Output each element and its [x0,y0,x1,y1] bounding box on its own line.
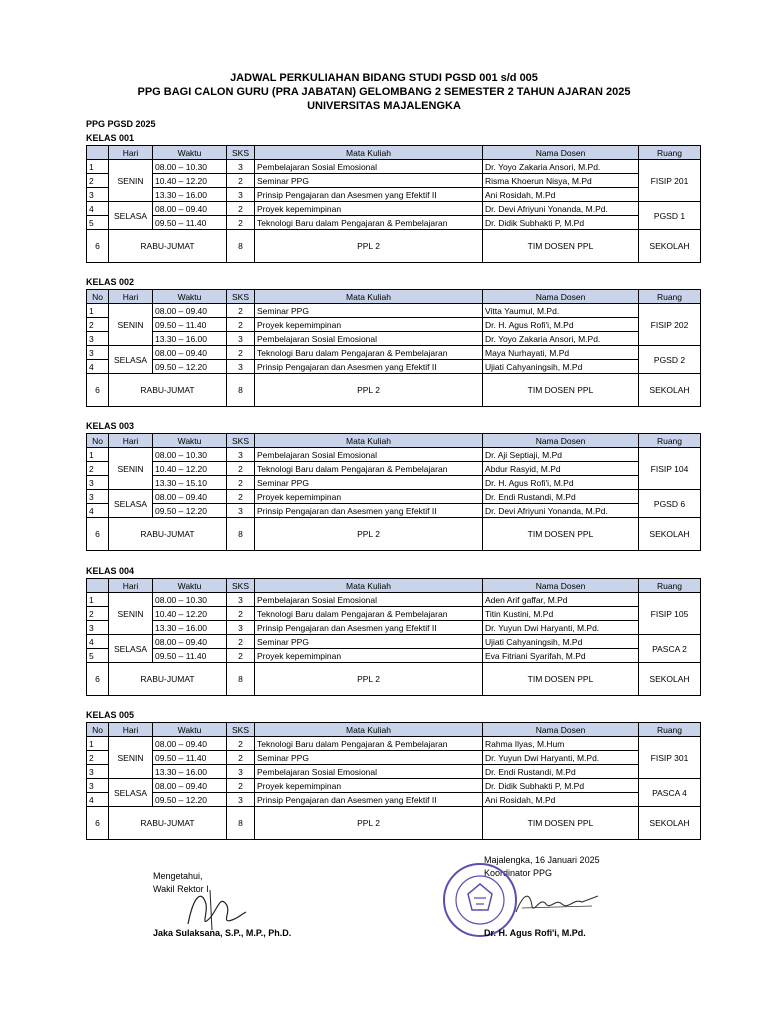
time-cell: 08.00 – 09.40 [153,779,227,793]
row-number: 5 [87,649,109,663]
course-cell: Prinsip Pengajaran dan Asesmen yang Efektif II [255,188,483,202]
table-header-row [87,290,701,304]
course-cell: Proyek kepemimpinan [255,779,483,793]
lecturer-cell: TIM DOSEN PPL [483,663,639,696]
table-row [87,607,701,621]
course-cell: Seminar PPG [255,635,483,649]
time-cell: 09.50 – 12.20 [153,360,227,374]
table-row [87,649,701,663]
credits-cell: 3 [227,332,255,346]
col-room-header: Ruang [639,579,701,593]
table-header-row [87,579,701,593]
credits-cell: 3 [227,188,255,202]
schedule-table [86,145,701,263]
course-cell: Prinsip Pengajaran dan Asesmen yang Efektif II [255,793,483,807]
course-cell: Prinsip Pengajaran dan Asesmen yang Efektif II [255,621,483,635]
table-row [87,448,701,462]
lecturer-cell: Dr. Endi Rustandi, M.Pd [483,490,639,504]
col-credits-header: SKS [227,290,255,304]
table-row [87,160,701,174]
course-cell: Teknologi Baru dalam Pengajaran & Pembelajaran [255,346,483,360]
row-number: 3 [87,779,109,793]
row-number: 3 [87,188,109,202]
lecturer-cell: TIM DOSEN PPL [483,230,639,263]
vice-rector-label: Wakil Rektor I [153,884,209,894]
time-cell: 09.50 – 11.40 [153,318,227,332]
lecturer-cell: Rahma Ilyas, M.Hum [483,737,639,751]
time-cell: 13.30 – 16.00 [153,332,227,346]
doc-title-line3: UNIVERSITAS MAJALENGKA [307,100,461,112]
class-label: KELAS 004 [86,566,135,576]
row-number: 6 [87,663,109,696]
vice-rector-name: Jaka Sulaksana, S.P., M.P., Ph.D. [153,928,292,938]
day-cell: SELASA [109,346,153,374]
room-cell: PGSD 1 [639,202,701,230]
lecturer-cell: Dr. Didik Subhakti P, M.Pd [483,216,639,230]
course-cell: Seminar PPG [255,476,483,490]
col-course-header: Mata Kuliah [255,290,483,304]
lecturer-cell: Dr. Yoyo Zakaria Ansori, M.Pd. [483,332,639,346]
course-cell: Seminar PPG [255,304,483,318]
day-cell: RABU-JUMAT [109,230,227,263]
day-cell: SELASA [109,202,153,230]
table-row [87,174,701,188]
col-day-header: Hari [109,579,153,593]
row-number: 1 [87,160,109,174]
class-label: KELAS 001 [86,133,135,143]
vice-rector-signature [180,884,250,932]
credits-cell: 8 [227,230,255,263]
table-row [87,332,701,346]
col-course-header: Mata Kuliah [255,434,483,448]
course-cell: Teknologi Baru dalam Pengajaran & Pembelajaran [255,462,483,476]
table-row [87,346,701,360]
credits-cell: 2 [227,346,255,360]
time-cell: 10.40 – 12.20 [153,462,227,476]
row-number: 4 [87,635,109,649]
col-no-header: No [87,723,109,737]
day-cell: RABU-JUMAT [109,518,227,551]
room-cell: FISIP 301 [639,737,701,779]
lecturer-cell: Ujiati Cahyaningsih, M.Pd [483,635,639,649]
credits-cell: 3 [227,593,255,607]
course-cell: PPL 2 [255,230,483,263]
lecturer-cell: Dr. Devi Afriyuni Yonanda, M.Pd. [483,202,639,216]
credits-cell: 2 [227,635,255,649]
col-room-header: Ruang [639,434,701,448]
row-number: 3 [87,765,109,779]
table-row [87,765,701,779]
class-label: KELAS 002 [86,277,135,287]
day-cell: SELASA [109,635,153,663]
table-row [87,202,701,216]
credits-cell: 3 [227,160,255,174]
col-lecturer-header: Nama Dosen [483,146,639,160]
row-number: 5 [87,216,109,230]
room-cell: PGSD 6 [639,490,701,518]
row-number: 2 [87,462,109,476]
row-number: 6 [87,807,109,840]
table-row-practicum [87,374,701,407]
room-cell: PGSD 2 [639,346,701,374]
row-number: 2 [87,318,109,332]
room-cell: PASCA 4 [639,779,701,807]
place-date: Majalengka, 16 Januari 2025 [484,855,600,865]
course-cell: Pembelajaran Sosial Emosional [255,593,483,607]
lecturer-cell: Ujiati Cahyaningsih, M.Pd [483,360,639,374]
class-label: KELAS 003 [86,421,135,431]
room-cell: PASCA 2 [639,635,701,663]
time-cell: 13.30 – 16.00 [153,621,227,635]
lecturer-cell: TIM DOSEN PPL [483,807,639,840]
credits-cell: 3 [227,793,255,807]
credits-cell: 2 [227,490,255,504]
table-row [87,635,701,649]
day-cell: SELASA [109,490,153,518]
class-label: KELAS 005 [86,710,135,720]
table-header-row [87,723,701,737]
table-row-practicum [87,663,701,696]
col-course-header: Mata Kuliah [255,723,483,737]
lecturer-cell: Ani Rosidah, M.Pd [483,188,639,202]
table-row [87,490,701,504]
time-cell: 13.30 – 16.00 [153,765,227,779]
table-row [87,593,701,607]
course-cell: PPL 2 [255,518,483,551]
credits-cell: 3 [227,765,255,779]
col-time-header: Waktu [153,434,227,448]
day-cell: SENIN [109,737,153,779]
credits-cell: 2 [227,318,255,332]
col-lecturer-header: Nama Dosen [483,579,639,593]
day-cell: SENIN [109,448,153,490]
room-cell: SEKOLAH [639,807,701,840]
credits-cell: 2 [227,476,255,490]
doc-title-line1: JADWAL PERKULIAHAN BIDANG STUDI PGSD 001 s/d 005 [230,72,538,84]
row-number: 6 [87,518,109,551]
table-row [87,318,701,332]
col-no-header: No [87,290,109,304]
row-number: 6 [87,230,109,263]
col-course-header: Mata Kuliah [255,146,483,160]
row-number: 4 [87,504,109,518]
lecturer-cell: Aden Arif gaffar, M.Pd [483,593,639,607]
time-cell: 08.00 – 09.40 [153,490,227,504]
credits-cell: 2 [227,751,255,765]
table-row [87,793,701,807]
lecturer-cell: Abdur Rasyid, M.Pd [483,462,639,476]
col-no-header [87,146,109,160]
lecturer-cell: Dr. H. Agus Rofi'i, M.Pd [483,318,639,332]
lecturer-cell: Dr. Endi Rustandi, M.Pd [483,765,639,779]
col-lecturer-header: Nama Dosen [483,723,639,737]
table-row [87,504,701,518]
table-row [87,188,701,202]
course-cell: Pembelajaran Sosial Emosional [255,332,483,346]
room-cell: FISIP 201 [639,160,701,202]
col-course-header: Mata Kuliah [255,579,483,593]
credits-cell: 2 [227,649,255,663]
coordinator-name: Dr. H. Agus Rofi'i, M.Pd. [484,928,586,938]
coordinator-label: Koordinator PPG [484,868,553,878]
course-cell: Pembelajaran Sosial Emosional [255,765,483,779]
lecturer-cell: Dr. Yuyun Dwi Haryanti, M.Pd. [483,621,639,635]
credits-cell: 2 [227,216,255,230]
col-credits-header: SKS [227,579,255,593]
time-cell: 08.00 – 09.40 [153,346,227,360]
table-row [87,304,701,318]
room-cell: SEKOLAH [639,663,701,696]
schedule-table [86,433,701,551]
row-number: 4 [87,360,109,374]
lecturer-cell: Dr. H. Agus Rofi'i, M.Pd [483,476,639,490]
lecturer-cell: Risma Khoerun Nisya, M.Pd [483,174,639,188]
table-row-practicum [87,518,701,551]
credits-cell: 8 [227,663,255,696]
table-row [87,476,701,490]
time-cell: 10.40 – 12.20 [153,174,227,188]
room-cell: SEKOLAH [639,230,701,263]
lecturer-cell: Titin Kustini, M.Pd [483,607,639,621]
col-room-header: Ruang [639,146,701,160]
schedule-table [86,578,701,696]
course-cell: Teknologi Baru dalam Pengajaran & Pembelajaran [255,607,483,621]
table-row [87,779,701,793]
course-cell: Teknologi Baru dalam Pengajaran & Pembelajaran [255,216,483,230]
credits-cell: 3 [227,360,255,374]
row-number: 1 [87,593,109,607]
time-cell: 13.30 – 15.10 [153,476,227,490]
room-cell: FISIP 105 [639,593,701,635]
day-cell: SELASA [109,779,153,807]
col-day-header: Hari [109,290,153,304]
course-cell: PPL 2 [255,663,483,696]
row-number: 1 [87,448,109,462]
table-row-practicum [87,807,701,840]
time-cell: 09.50 – 11.40 [153,649,227,663]
credits-cell: 8 [227,374,255,407]
credits-cell: 3 [227,621,255,635]
table-header-row [87,146,701,160]
day-cell: SENIN [109,304,153,346]
day-cell: RABU-JUMAT [109,663,227,696]
col-day-header: Hari [109,723,153,737]
course-cell: PPL 2 [255,807,483,840]
acknowledged-label: Mengetahui, [153,871,203,881]
lecturer-cell: Vitta Yaumul, M.Pd. [483,304,639,318]
col-room-header: Ruang [639,723,701,737]
course-cell: Proyek kepemimpinan [255,202,483,216]
credits-cell: 2 [227,462,255,476]
time-cell: 08.00 – 10.30 [153,160,227,174]
credits-cell: 2 [227,174,255,188]
table-header-row [87,434,701,448]
course-cell: Proyek kepemimpinan [255,649,483,663]
course-cell: Seminar PPG [255,174,483,188]
col-credits-header: SKS [227,146,255,160]
day-cell: SENIN [109,160,153,202]
lecturer-cell: Dr. Yoyo Zakaria Ansori, M.Pd. [483,160,639,174]
lecturer-cell: Ani Rosidah, M.Pd [483,793,639,807]
credits-cell: 2 [227,737,255,751]
row-number: 1 [87,737,109,751]
program-label: PPG PGSD 2025 [86,119,156,129]
time-cell: 09.50 – 12.20 [153,793,227,807]
time-cell: 08.00 – 09.40 [153,304,227,318]
col-time-header: Waktu [153,723,227,737]
lecturer-cell: Eva Fitriani Syarifah, M.Pd [483,649,639,663]
course-cell: Pembelajaran Sosial Emosional [255,160,483,174]
row-number: 4 [87,793,109,807]
time-cell: 08.00 – 10.30 [153,448,227,462]
row-number: 3 [87,476,109,490]
col-lecturer-header: Nama Dosen [483,290,639,304]
course-cell: PPL 2 [255,374,483,407]
time-cell: 08.00 – 10.30 [153,593,227,607]
col-no-header [87,579,109,593]
lecturer-cell: Maya Nurhayati, M.Pd [483,346,639,360]
lecturer-cell: Dr. Aji Septiaji, M.Pd [483,448,639,462]
col-time-header: Waktu [153,146,227,160]
doc-title-line2: PPG BAGI CALON GURU (PRA JABATAN) GELOMBANG 2 SEMESTER 2 TAHUN AJARAN 2025 [137,86,631,98]
col-no-header: No [87,434,109,448]
course-cell: Proyek kepemimpinan [255,490,483,504]
lecturer-cell: Dr. Devi Afriyuni Yonanda, M.Pd. [483,504,639,518]
table-row [87,360,701,374]
col-day-header: Hari [109,434,153,448]
time-cell: 09.50 – 11.40 [153,216,227,230]
course-cell: Proyek kepemimpinan [255,318,483,332]
course-cell: Teknologi Baru dalam Pengajaran & Pembelajaran [255,737,483,751]
credits-cell: 8 [227,807,255,840]
table-row [87,462,701,476]
col-time-header: Waktu [153,579,227,593]
row-number: 1 [87,304,109,318]
row-number: 3 [87,621,109,635]
table-row-practicum [87,230,701,263]
time-cell: 09.50 – 12.20 [153,504,227,518]
room-cell: FISIP 202 [639,304,701,346]
time-cell: 08.00 – 09.40 [153,635,227,649]
credits-cell: 3 [227,504,255,518]
col-time-header: Waktu [153,290,227,304]
credits-cell: 2 [227,202,255,216]
course-cell: Seminar PPG [255,751,483,765]
time-cell: 09.50 – 11.40 [153,751,227,765]
room-cell: SEKOLAH [639,518,701,551]
row-number: 3 [87,332,109,346]
course-cell: Prinsip Pengajaran dan Asesmen yang Efektif II [255,360,483,374]
col-room-header: Ruang [639,290,701,304]
col-lecturer-header: Nama Dosen [483,434,639,448]
time-cell: 13.30 – 16.00 [153,188,227,202]
row-number: 2 [87,174,109,188]
credits-cell: 2 [227,304,255,318]
lecturer-cell: TIM DOSEN PPL [483,518,639,551]
course-cell: Prinsip Pengajaran dan Asesmen yang Efektif II [255,504,483,518]
col-credits-header: SKS [227,434,255,448]
time-cell: 10.40 – 12.20 [153,607,227,621]
row-number: 4 [87,202,109,216]
row-number: 2 [87,751,109,765]
table-row [87,737,701,751]
col-day-header: Hari [109,146,153,160]
lecturer-cell: TIM DOSEN PPL [483,374,639,407]
credits-cell: 8 [227,518,255,551]
credits-cell: 3 [227,448,255,462]
room-cell: SEKOLAH [639,374,701,407]
schedule-table [86,722,701,840]
credits-cell: 2 [227,779,255,793]
row-number: 2 [87,607,109,621]
row-number: 3 [87,490,109,504]
col-credits-header: SKS [227,723,255,737]
lecturer-cell: Dr. Didik Subhakti P, M.Pd [483,779,639,793]
table-row [87,751,701,765]
credits-cell: 2 [227,607,255,621]
row-number: 3 [87,346,109,360]
lecturer-cell: Dr. Yuyun Dwi Haryanti, M.Pd. [483,751,639,765]
coordinator-signature [512,884,602,920]
schedule-table [86,289,701,407]
day-cell: RABU-JUMAT [109,374,227,407]
row-number: 6 [87,374,109,407]
course-cell: Pembelajaran Sosial Emosional [255,448,483,462]
table-row [87,621,701,635]
day-cell: RABU-JUMAT [109,807,227,840]
room-cell: FISIP 104 [639,448,701,490]
time-cell: 08.00 – 09.40 [153,737,227,751]
time-cell: 08.00 – 09.40 [153,202,227,216]
table-row [87,216,701,230]
day-cell: SENIN [109,593,153,635]
